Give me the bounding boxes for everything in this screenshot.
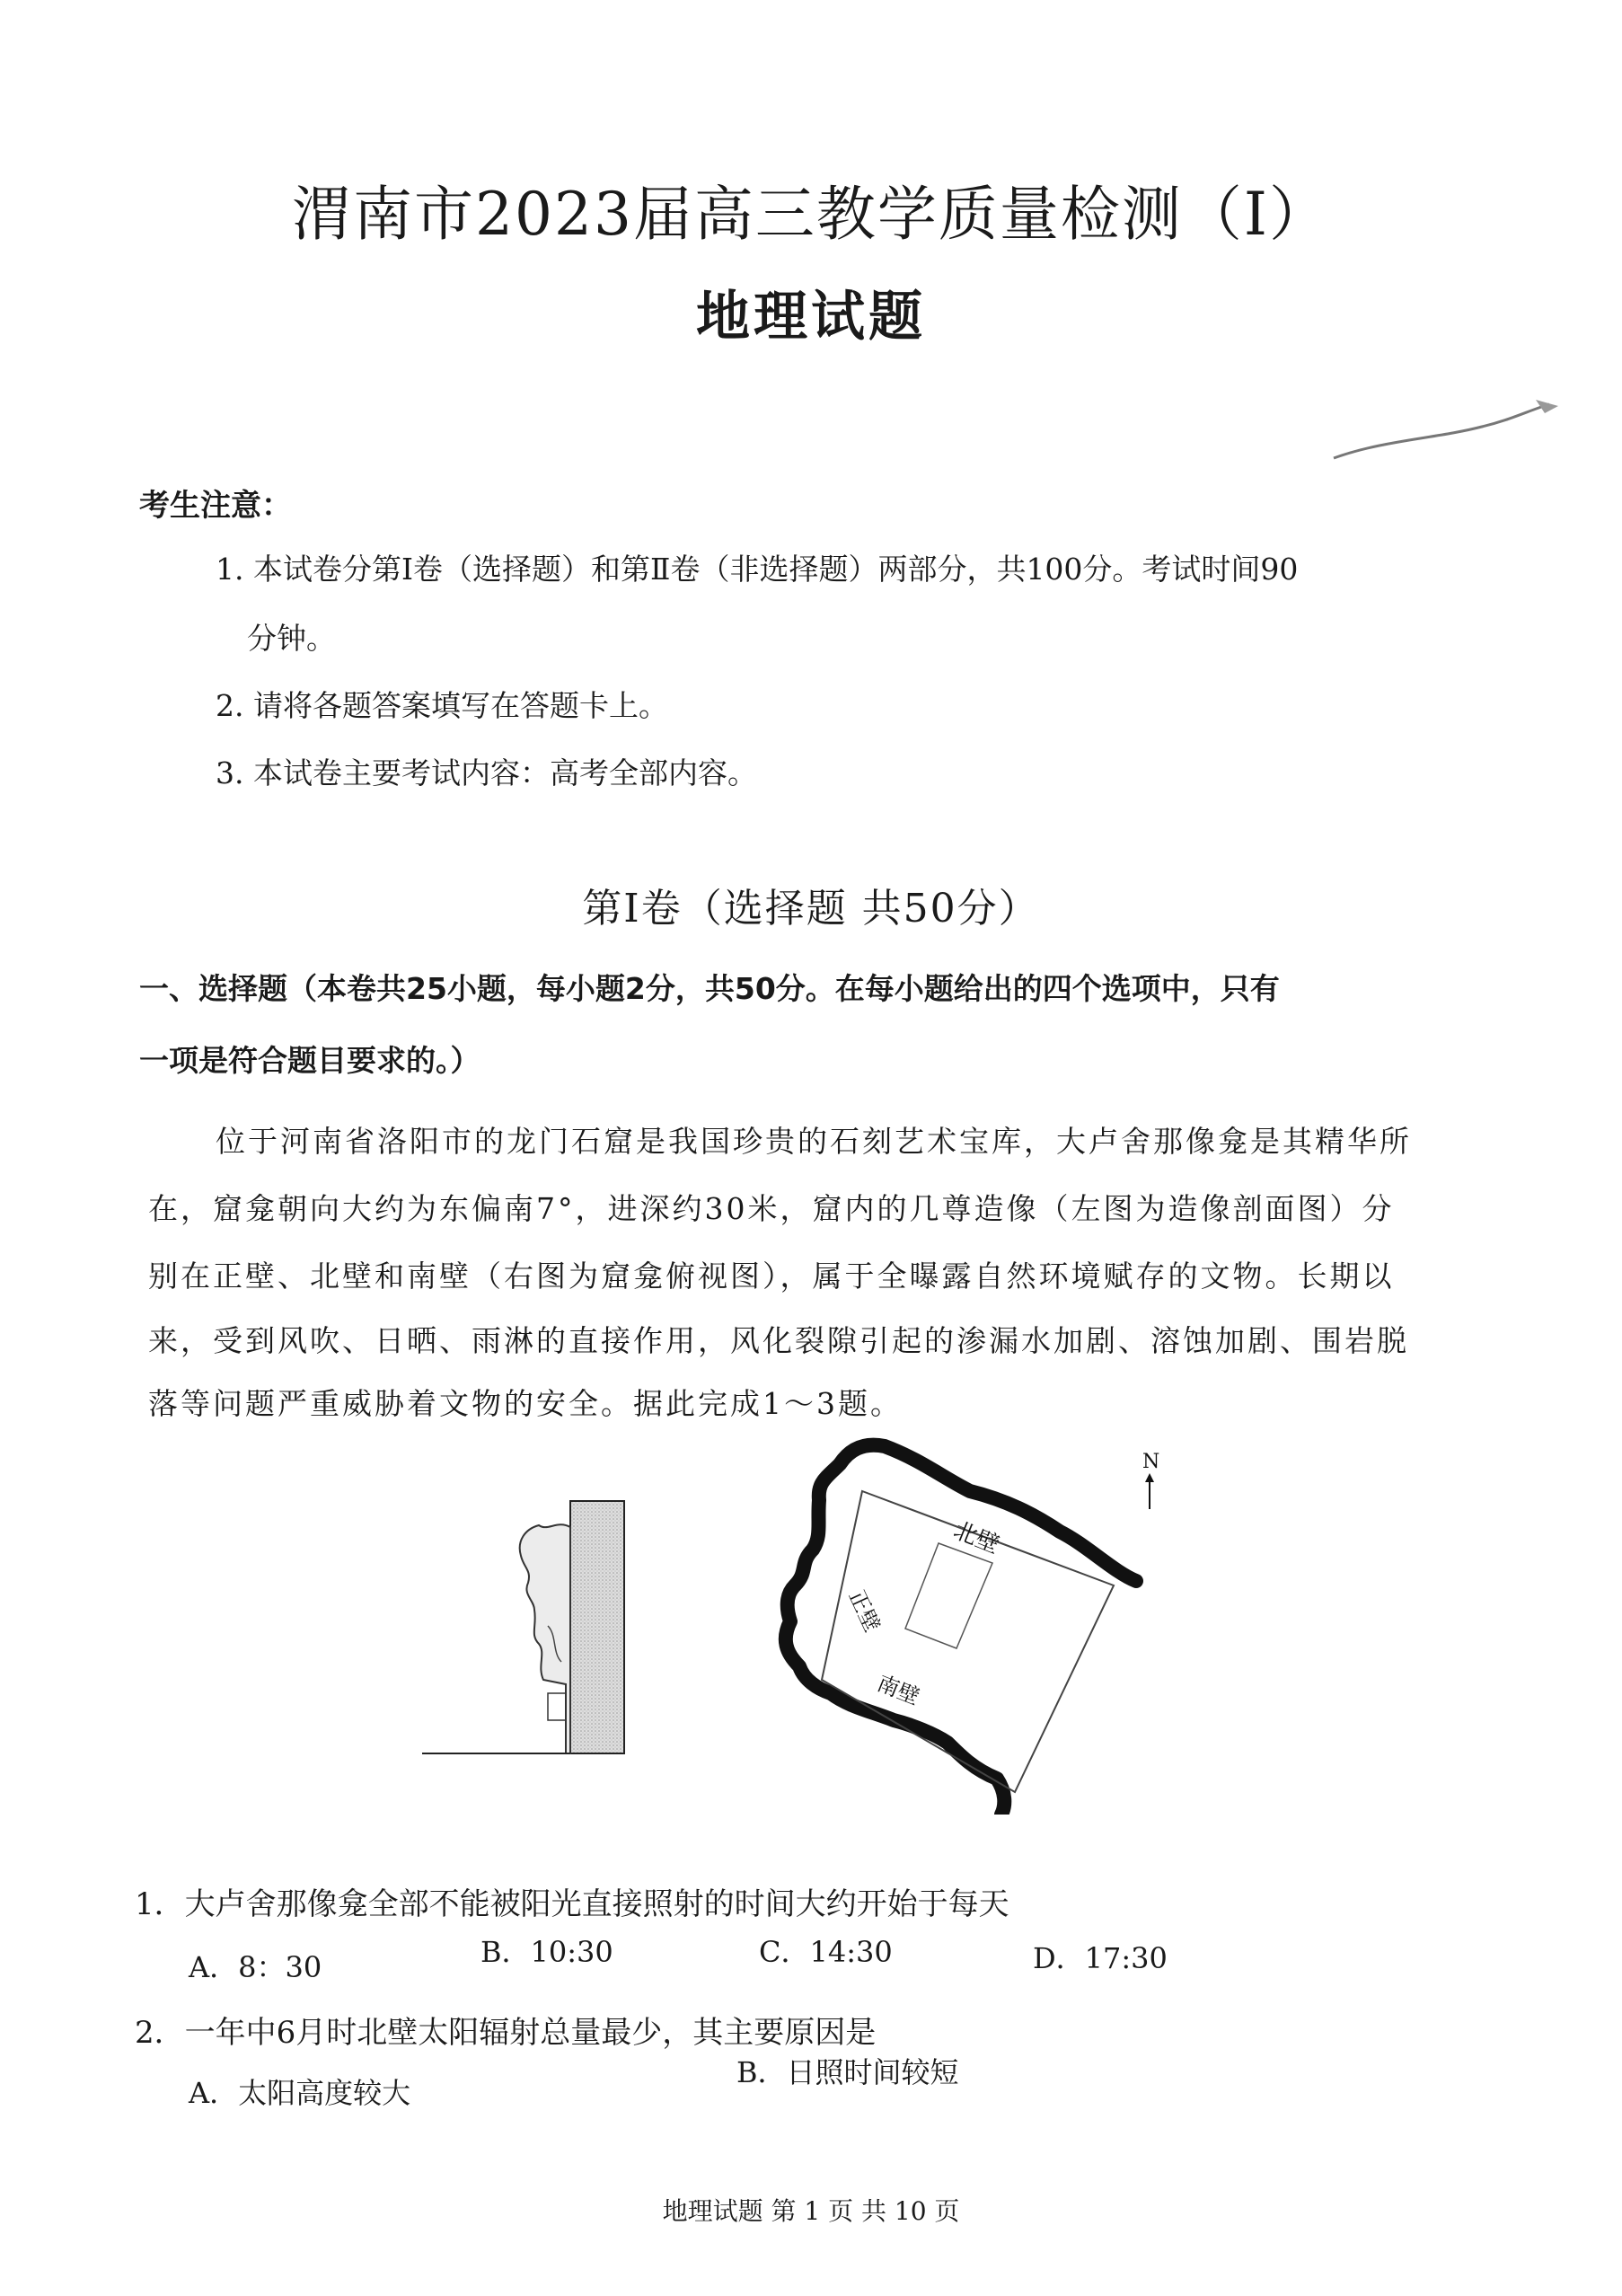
paper-mark-icon	[1329, 386, 1563, 467]
question-1-option-d: D．17:30	[1033, 1941, 1168, 1975]
question-2-option-b: B．日照时间较短	[736, 2055, 959, 2089]
statue-rock-body	[570, 1501, 624, 1753]
instructions-line-1: 一、选择题（本卷共25小题，每小题2分，共50分。在每小题给出的四个选项中，只有	[139, 971, 1280, 1006]
section-title: 第Ⅰ卷（选择题 共50分）	[582, 886, 1040, 932]
cave-plan-figure	[763, 1437, 1159, 1815]
passage-line-1: 位于河南省洛阳市的龙门石窟是我国珍贵的石刻艺术宝库，大卢舍那像龛是其精华所	[216, 1124, 1412, 1159]
question-1-option-b: B．10:30	[480, 1935, 613, 1969]
notice-item-2: 2. 请将各题答案填写在答题卡上。	[216, 688, 668, 723]
passage-line-4: 来，受到风吹、日晒、雨淋的直接作用，风化裂隙引起的渗漏水加剧、溶蚀加剧、围岩脱	[148, 1323, 1409, 1358]
question-2-option-a: A．太阳高度较大	[189, 2076, 411, 2110]
passage-line-5: 落等问题严重威胁着文物的安全。据此完成1～3题。	[148, 1386, 903, 1421]
exam-subject: 地理试题	[696, 286, 926, 349]
notice-item-1: 1. 本试卷分第Ⅰ卷（选择题）和第Ⅱ卷（非选择题）两部分，共100分。考试时间90	[216, 552, 1299, 587]
statue-profile	[520, 1524, 570, 1753]
statue-section-figure	[422, 1500, 692, 1770]
passage-line-2: 在，窟龛朝向大约为东偏南7°，进深约30米，窟内的几尊造像（左图为造像剖面图）分	[148, 1191, 1395, 1226]
page-footer: 地理试题 第 1 页 共 10 页	[662, 2196, 960, 2226]
exam-title: 渭南市2023届高三教学质量检测（Ⅰ）	[291, 180, 1331, 249]
north-wall-label: 北壁	[949, 1516, 1003, 1559]
question-1-option-a: A．8：30	[189, 1950, 322, 1984]
question-1-option-c: C．14:30	[759, 1935, 893, 1969]
question-1-stem: 1．大卢舍那像龛全部不能被阳光直接照射的时间大约开始于每天	[135, 1886, 1009, 1922]
question-2-stem: 2．一年中6月时北壁太阳辐射总量最少，其主要原因是	[135, 2015, 877, 2051]
central-statue-base	[905, 1543, 992, 1648]
notice-item-1-cont: 分钟。	[247, 621, 336, 656]
north-arrow-icon	[1132, 1446, 1168, 1518]
main-wall-label: 正壁	[843, 1585, 886, 1637]
notice-heading: 考生注意：	[139, 488, 292, 524]
passage-line-3: 别在正壁、北壁和南壁（右图为窟龛俯视图），属于全曝露自然环境赋存的文物。长期以	[148, 1258, 1395, 1294]
notice-item-3: 3. 本试卷主要考试内容：高考全部内容。	[216, 755, 757, 790]
instructions-line-2: 一项是符合题目要求的。）	[139, 1043, 480, 1078]
north-label: N	[1142, 1451, 1160, 1473]
cave-wall-outline	[786, 1445, 1136, 1815]
south-wall-label: 南壁	[873, 1670, 923, 1710]
